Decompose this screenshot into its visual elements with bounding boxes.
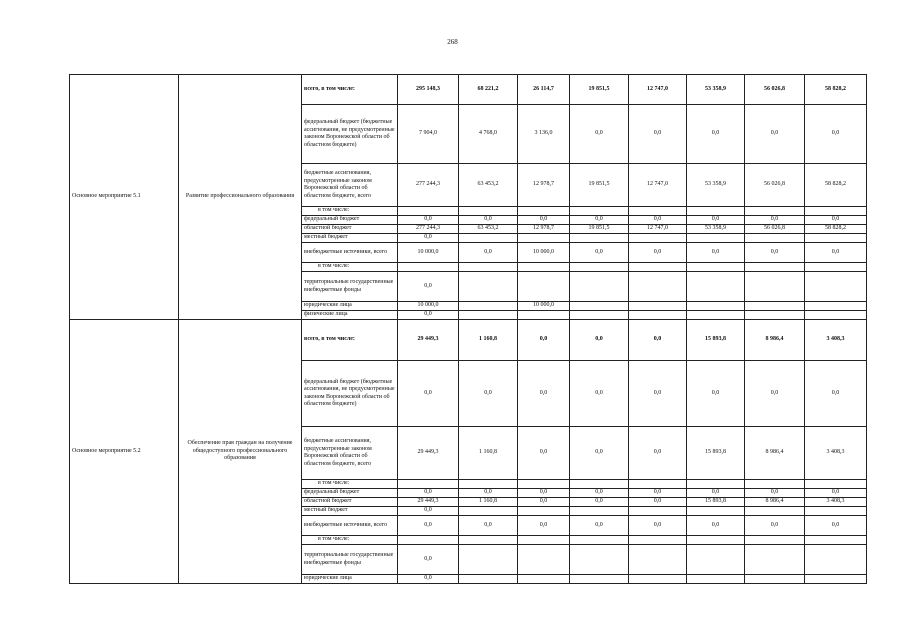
value-cell	[459, 480, 518, 489]
value-cell	[570, 480, 629, 489]
value-cell: 29 449,3	[398, 498, 459, 507]
value-cell	[570, 507, 629, 516]
funding-source-cell	[302, 480, 398, 489]
value-cell	[805, 507, 867, 516]
value-cell: 8 986,4	[745, 320, 805, 361]
funding-source-cell	[302, 225, 398, 234]
value-cell	[745, 507, 805, 516]
funding-source-label: областной бюджет	[304, 498, 352, 505]
value-cell: 0,0	[570, 498, 629, 507]
value-cell	[805, 302, 867, 311]
value-cell: 277 244,3	[398, 225, 459, 234]
value-cell	[629, 480, 687, 489]
value-cell: 15 893,8	[687, 320, 745, 361]
value-cell: 1 160,8	[459, 498, 518, 507]
value-cell: 3 136,0	[518, 105, 570, 164]
value-cell: 3 408,3	[805, 320, 867, 361]
value-cell	[459, 272, 518, 302]
value-cell	[570, 302, 629, 311]
value-cell: 0,0	[398, 311, 459, 320]
value-cell: 8 986,4	[745, 498, 805, 507]
value-cell: 0,0	[570, 427, 629, 480]
value-cell: 0,0	[629, 105, 687, 164]
value-cell: 0,0	[629, 498, 687, 507]
value-cell: 0,0	[518, 427, 570, 480]
value-cell: 0,0	[629, 516, 687, 536]
funding-source-cell	[302, 75, 398, 105]
value-cell: 0,0	[570, 216, 629, 225]
funding-source-cell	[302, 498, 398, 507]
value-cell	[687, 207, 745, 216]
value-cell	[518, 311, 570, 320]
measure-name-cell: Развитие профессионального образования	[179, 75, 302, 320]
value-cell: 53 358,9	[687, 225, 745, 234]
value-cell	[398, 207, 459, 216]
value-cell: 0,0	[459, 516, 518, 536]
funding-source-label: юридические лица	[304, 302, 352, 309]
value-cell	[687, 234, 745, 243]
value-cell: 0,0	[398, 575, 459, 584]
value-cell: 0,0	[459, 216, 518, 225]
value-cell: 0,0	[398, 545, 459, 575]
value-cell	[518, 480, 570, 489]
value-cell: 0,0	[745, 243, 805, 263]
funding-source-label: федеральный бюджет	[304, 489, 360, 496]
funding-source-cell	[302, 545, 398, 575]
funding-source-cell	[302, 164, 398, 207]
value-cell: 19 851,5	[570, 164, 629, 207]
value-cell	[518, 575, 570, 584]
funding-source-label: бюджетные ассигнования, предусмотренные законом Воронежской области об областном бюджете, всего	[304, 170, 372, 199]
funding-source-cell	[302, 216, 398, 225]
value-cell: 12 747,0	[629, 164, 687, 207]
value-cell: 0,0	[398, 516, 459, 536]
value-cell: 0,0	[687, 105, 745, 164]
value-cell: 12 747,0	[629, 75, 687, 105]
value-cell: 0,0	[518, 498, 570, 507]
value-cell: 0,0	[518, 489, 570, 498]
funding-source-label: федеральный бюджет	[304, 216, 360, 223]
value-cell	[629, 302, 687, 311]
value-cell: 0,0	[398, 507, 459, 516]
value-cell: 15 893,8	[687, 498, 745, 507]
funding-source-label: бюджетные ассигнования, предусмотренные законом Воронежской области об областном бюджете, всего	[304, 438, 372, 467]
value-cell: 0,0	[398, 234, 459, 243]
value-cell: 7 904,0	[398, 105, 459, 164]
value-cell	[687, 545, 745, 575]
value-cell	[745, 311, 805, 320]
value-cell: 0,0	[398, 216, 459, 225]
value-cell	[398, 263, 459, 272]
value-cell: 53 358,9	[687, 75, 745, 105]
value-cell: 0,0	[745, 516, 805, 536]
funding-source-label: всего, в том числе:	[304, 336, 355, 343]
value-cell	[745, 234, 805, 243]
value-cell	[687, 311, 745, 320]
value-cell: 58 828,2	[805, 225, 867, 234]
value-cell	[745, 272, 805, 302]
value-cell	[570, 536, 629, 545]
funding-source-label: внебюджетные источники, всего	[304, 521, 388, 528]
value-cell	[805, 311, 867, 320]
value-cell: 10 000,0	[398, 302, 459, 311]
value-cell	[629, 207, 687, 216]
value-cell: 19 851,5	[570, 75, 629, 105]
value-cell: 0,0	[687, 216, 745, 225]
funding-source-cell	[302, 263, 398, 272]
value-cell: 0,0	[805, 105, 867, 164]
value-cell	[459, 302, 518, 311]
value-cell: 0,0	[518, 320, 570, 361]
value-cell: 0,0	[570, 243, 629, 263]
funding-source-cell	[302, 302, 398, 311]
value-cell	[745, 575, 805, 584]
value-cell: 0,0	[459, 361, 518, 427]
value-cell: 26 114,7	[518, 75, 570, 105]
value-cell: 29 449,3	[398, 427, 459, 480]
funding-source-label: федеральный бюджет (бюджетные ассигнования, не предусмотренные законом Воронежской области об областном бюджете)	[304, 119, 395, 148]
value-cell: 0,0	[459, 489, 518, 498]
page-number: 268	[447, 38, 458, 46]
value-cell: 56 026,8	[745, 75, 805, 105]
value-cell	[629, 545, 687, 575]
value-cell: 0,0	[745, 216, 805, 225]
value-cell: 4 768,0	[459, 105, 518, 164]
table-row	[70, 75, 867, 105]
value-cell: 0,0	[745, 361, 805, 427]
value-cell	[629, 311, 687, 320]
value-cell: 0,0	[570, 361, 629, 427]
value-cell	[518, 507, 570, 516]
value-cell	[745, 207, 805, 216]
value-cell: 56 026,8	[745, 164, 805, 207]
value-cell: 0,0	[745, 489, 805, 498]
value-cell	[629, 507, 687, 516]
value-cell: 0,0	[629, 361, 687, 427]
value-cell	[570, 263, 629, 272]
value-cell: 12 747,0	[629, 225, 687, 234]
funding-source-cell	[302, 207, 398, 216]
value-cell: 0,0	[398, 489, 459, 498]
value-cell: 3 408,3	[805, 498, 867, 507]
funding-source-label: в том числе:	[318, 207, 350, 214]
value-cell	[805, 575, 867, 584]
value-cell: 0,0	[805, 516, 867, 536]
funding-source-label: территориальные государственные внебюджетные фонды	[304, 552, 394, 566]
funding-source-label: областной бюджет	[304, 225, 352, 232]
value-cell	[805, 536, 867, 545]
value-cell: 0,0	[629, 216, 687, 225]
value-cell: 68 221,2	[459, 75, 518, 105]
value-cell: 0,0	[805, 243, 867, 263]
value-cell	[398, 480, 459, 489]
value-cell: 63 453,2	[459, 164, 518, 207]
value-cell	[518, 272, 570, 302]
value-cell	[459, 263, 518, 272]
value-cell	[745, 545, 805, 575]
value-cell	[459, 575, 518, 584]
value-cell: 1 160,8	[459, 427, 518, 480]
funding-source-cell	[302, 105, 398, 164]
value-cell: 19 851,5	[570, 225, 629, 234]
value-cell	[459, 536, 518, 545]
value-cell: 0,0	[570, 489, 629, 498]
table-row	[70, 320, 867, 361]
value-cell	[459, 507, 518, 516]
value-cell: 0,0	[629, 427, 687, 480]
funding-source-cell	[302, 516, 398, 536]
value-cell	[805, 263, 867, 272]
value-cell	[629, 234, 687, 243]
value-cell	[629, 272, 687, 302]
value-cell: 10 000,0	[518, 243, 570, 263]
value-cell	[745, 536, 805, 545]
funding-source-label: в том числе:	[318, 480, 350, 487]
value-cell: 0,0	[687, 361, 745, 427]
value-cell	[687, 575, 745, 584]
value-cell: 15 893,8	[687, 427, 745, 480]
value-cell	[745, 480, 805, 489]
funding-source-cell	[302, 311, 398, 320]
measure-name-cell: Обеспечение прав граждан на получение общедоступного профессионального образования	[179, 320, 302, 584]
value-cell: 277 244,3	[398, 164, 459, 207]
funding-source-cell	[302, 361, 398, 427]
value-cell: 0,0	[805, 216, 867, 225]
funding-source-cell	[302, 320, 398, 361]
value-cell	[570, 545, 629, 575]
measure-cell: Основное мероприятие 5.1	[70, 75, 179, 320]
value-cell	[805, 545, 867, 575]
value-cell: 0,0	[745, 105, 805, 164]
value-cell: 1 160,8	[459, 320, 518, 361]
value-cell	[570, 575, 629, 584]
funding-source-label: в том числе:	[318, 536, 350, 543]
value-cell	[805, 207, 867, 216]
value-cell	[687, 507, 745, 516]
funding-source-label: местный бюджет	[304, 507, 348, 514]
value-cell	[805, 480, 867, 489]
funding-source-cell	[302, 243, 398, 263]
value-cell: 0,0	[687, 489, 745, 498]
value-cell: 29 449,3	[398, 320, 459, 361]
value-cell: 63 453,2	[459, 225, 518, 234]
funding-source-cell	[302, 234, 398, 243]
value-cell	[687, 263, 745, 272]
funding-source-label: территориальные государственные внебюджетные фонды	[304, 279, 394, 293]
value-cell: 0,0	[687, 516, 745, 536]
value-cell	[398, 536, 459, 545]
measure-cell: Основное мероприятие 5.2	[70, 320, 179, 584]
funding-source-cell	[302, 536, 398, 545]
value-cell	[518, 263, 570, 272]
funding-source-cell	[302, 489, 398, 498]
value-cell	[745, 302, 805, 311]
funding-source-label: физические лица	[304, 311, 348, 318]
value-cell: 0,0	[805, 361, 867, 427]
value-cell	[459, 207, 518, 216]
value-cell	[570, 272, 629, 302]
value-cell: 10 000,0	[398, 243, 459, 263]
value-cell: 0,0	[687, 243, 745, 263]
value-cell: 295 148,3	[398, 75, 459, 105]
funding-source-label: местный бюджет	[304, 234, 348, 241]
funding-source-label: юридические лица	[304, 575, 352, 582]
value-cell: 58 828,2	[805, 164, 867, 207]
value-cell: 0,0	[518, 216, 570, 225]
value-cell: 12 978,7	[518, 225, 570, 234]
value-cell: 0,0	[629, 243, 687, 263]
value-cell	[570, 311, 629, 320]
value-cell	[570, 234, 629, 243]
value-cell	[629, 575, 687, 584]
value-cell: 53 358,9	[687, 164, 745, 207]
value-cell	[687, 480, 745, 489]
value-cell	[518, 207, 570, 216]
value-cell: 0,0	[805, 489, 867, 498]
funding-source-cell	[302, 427, 398, 480]
value-cell: 0,0	[518, 361, 570, 427]
funding-source-label: внебюджетные источники, всего	[304, 248, 388, 255]
value-cell	[459, 545, 518, 575]
value-cell: 0,0	[398, 272, 459, 302]
value-cell: 3 408,3	[805, 427, 867, 480]
value-cell	[687, 536, 745, 545]
value-cell: 0,0	[398, 361, 459, 427]
value-cell	[518, 536, 570, 545]
funding-source-cell	[302, 272, 398, 302]
budget-table-body	[70, 75, 867, 584]
value-cell: 0,0	[629, 489, 687, 498]
value-cell	[459, 311, 518, 320]
value-cell	[805, 234, 867, 243]
value-cell: 8 986,4	[745, 427, 805, 480]
value-cell	[518, 545, 570, 575]
budget-table	[69, 74, 867, 584]
value-cell	[570, 207, 629, 216]
value-cell	[687, 302, 745, 311]
value-cell: 0,0	[518, 516, 570, 536]
value-cell	[745, 263, 805, 272]
funding-source-cell	[302, 507, 398, 516]
value-cell: 12 978,7	[518, 164, 570, 207]
value-cell	[687, 272, 745, 302]
funding-source-label: в том числе:	[318, 263, 350, 270]
value-cell	[629, 263, 687, 272]
funding-source-label: всего, в том числе:	[304, 85, 355, 92]
value-cell: 0,0	[629, 320, 687, 361]
funding-source-cell	[302, 575, 398, 584]
value-cell: 0,0	[570, 320, 629, 361]
value-cell	[805, 272, 867, 302]
value-cell: 10 000,0	[518, 302, 570, 311]
value-cell	[629, 536, 687, 545]
value-cell	[518, 234, 570, 243]
value-cell: 0,0	[459, 243, 518, 263]
value-cell: 56 026,8	[745, 225, 805, 234]
value-cell: 58 828,2	[805, 75, 867, 105]
value-cell	[459, 234, 518, 243]
value-cell: 0,0	[570, 516, 629, 536]
value-cell: 0,0	[570, 105, 629, 164]
funding-source-label: федеральный бюджет (бюджетные ассигнования, не предусмотренные законом Воронежской области об областном бюджете)	[304, 378, 395, 407]
